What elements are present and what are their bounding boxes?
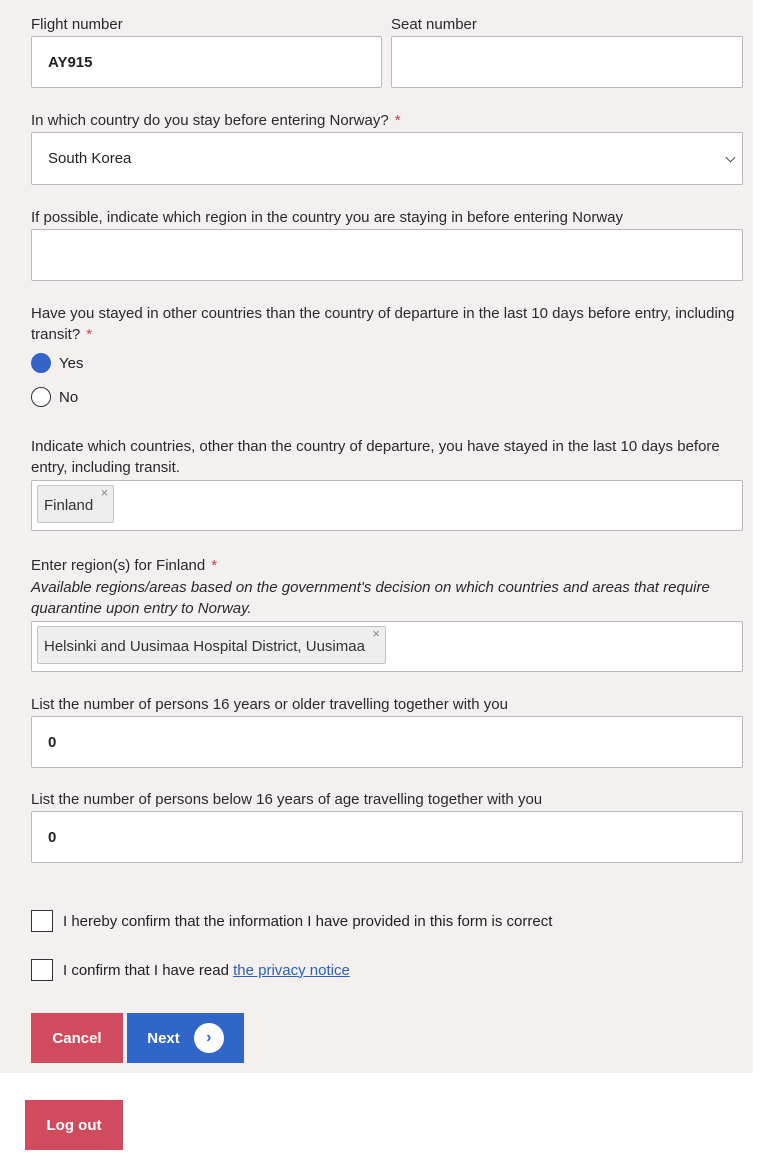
radio-yes-label: Yes (59, 354, 84, 372)
confirm-info-label: I hereby confirm that the information I have provided in this form is correct (63, 912, 553, 930)
region-input[interactable] (31, 229, 743, 281)
radio-no[interactable] (31, 387, 78, 407)
radio-yes[interactable] (31, 353, 83, 373)
other-countries-tags-input[interactable] (31, 480, 743, 531)
tag-finland (37, 485, 114, 523)
country-select[interactable] (31, 132, 743, 185)
confirm-info-checkbox-row[interactable] (31, 910, 552, 932)
flight-number-input[interactable] (31, 36, 382, 88)
children-count-label: List the number of persons below 16 years of age travelling together with you (31, 791, 543, 808)
other-countries-label: Indicate which countries, other than the country of departure, you have stayed in the last 10 days before entry, including transit. (31, 438, 720, 476)
required-marker: * (86, 326, 93, 343)
tag-helsinki-uusimaa-label: Helsinki and Uusimaa Hospital District, Uusimaa (44, 638, 365, 655)
chevron-right-icon: › (194, 1023, 224, 1053)
close-icon[interactable]: × (372, 626, 380, 641)
radio-selected-icon[interactable] (31, 353, 51, 373)
next-button-label: Next (147, 1029, 180, 1047)
tag-finland-label: Finland (44, 497, 94, 514)
regions-finland-label (31, 555, 217, 576)
regions-finland-hint: Available regions/areas based on the government's decision on which countries and areas that require quarantine upon entry to Norway. (31, 579, 710, 617)
other-countries-question-text: Have you stayed in other countries than the country of departure in the last 10 days before entry, including transit? (31, 305, 735, 343)
country-select-value: South Korea (48, 150, 132, 167)
region-label: If possible, indicate which region in the country you are staying in before entering Norway (31, 209, 623, 226)
regions-finland-tags-input[interactable] (31, 621, 743, 672)
required-marker: * (394, 112, 401, 129)
close-icon[interactable]: × (100, 485, 109, 500)
confirm-info-checkbox[interactable] (31, 910, 53, 932)
confirm-privacy-checkbox[interactable] (31, 959, 53, 981)
seat-number-input[interactable] (391, 36, 743, 88)
other-countries-question (31, 303, 743, 345)
regions-finland-label-text: Enter region(s) for Finland (31, 557, 206, 574)
privacy-notice-link[interactable]: the privacy notice (233, 961, 350, 979)
confirm-privacy-checkbox-row[interactable] (31, 959, 350, 981)
confirm-privacy-label: I confirm that I have read (63, 961, 229, 979)
radio-no-label: No (59, 388, 79, 406)
flight-number-label: Flight number (31, 16, 123, 33)
tag-helsinki-uusimaa (37, 626, 386, 664)
next-button[interactable] (127, 1013, 244, 1063)
cancel-button[interactable]: Cancel (31, 1013, 123, 1063)
adults-count-label: List the number of persons 16 years or older travelling together with you (31, 696, 508, 713)
seat-number-label: Seat number (391, 16, 477, 33)
adults-count-input[interactable] (31, 716, 743, 768)
required-marker: * (211, 557, 218, 574)
children-count-input[interactable] (31, 811, 743, 863)
country-label-text: In which country do you stay before entering Norway? (31, 112, 389, 129)
country-label (31, 110, 401, 131)
radio-unselected-icon[interactable] (31, 387, 51, 407)
chevron-down-icon (726, 152, 736, 162)
logout-button[interactable]: Log out (25, 1100, 123, 1150)
